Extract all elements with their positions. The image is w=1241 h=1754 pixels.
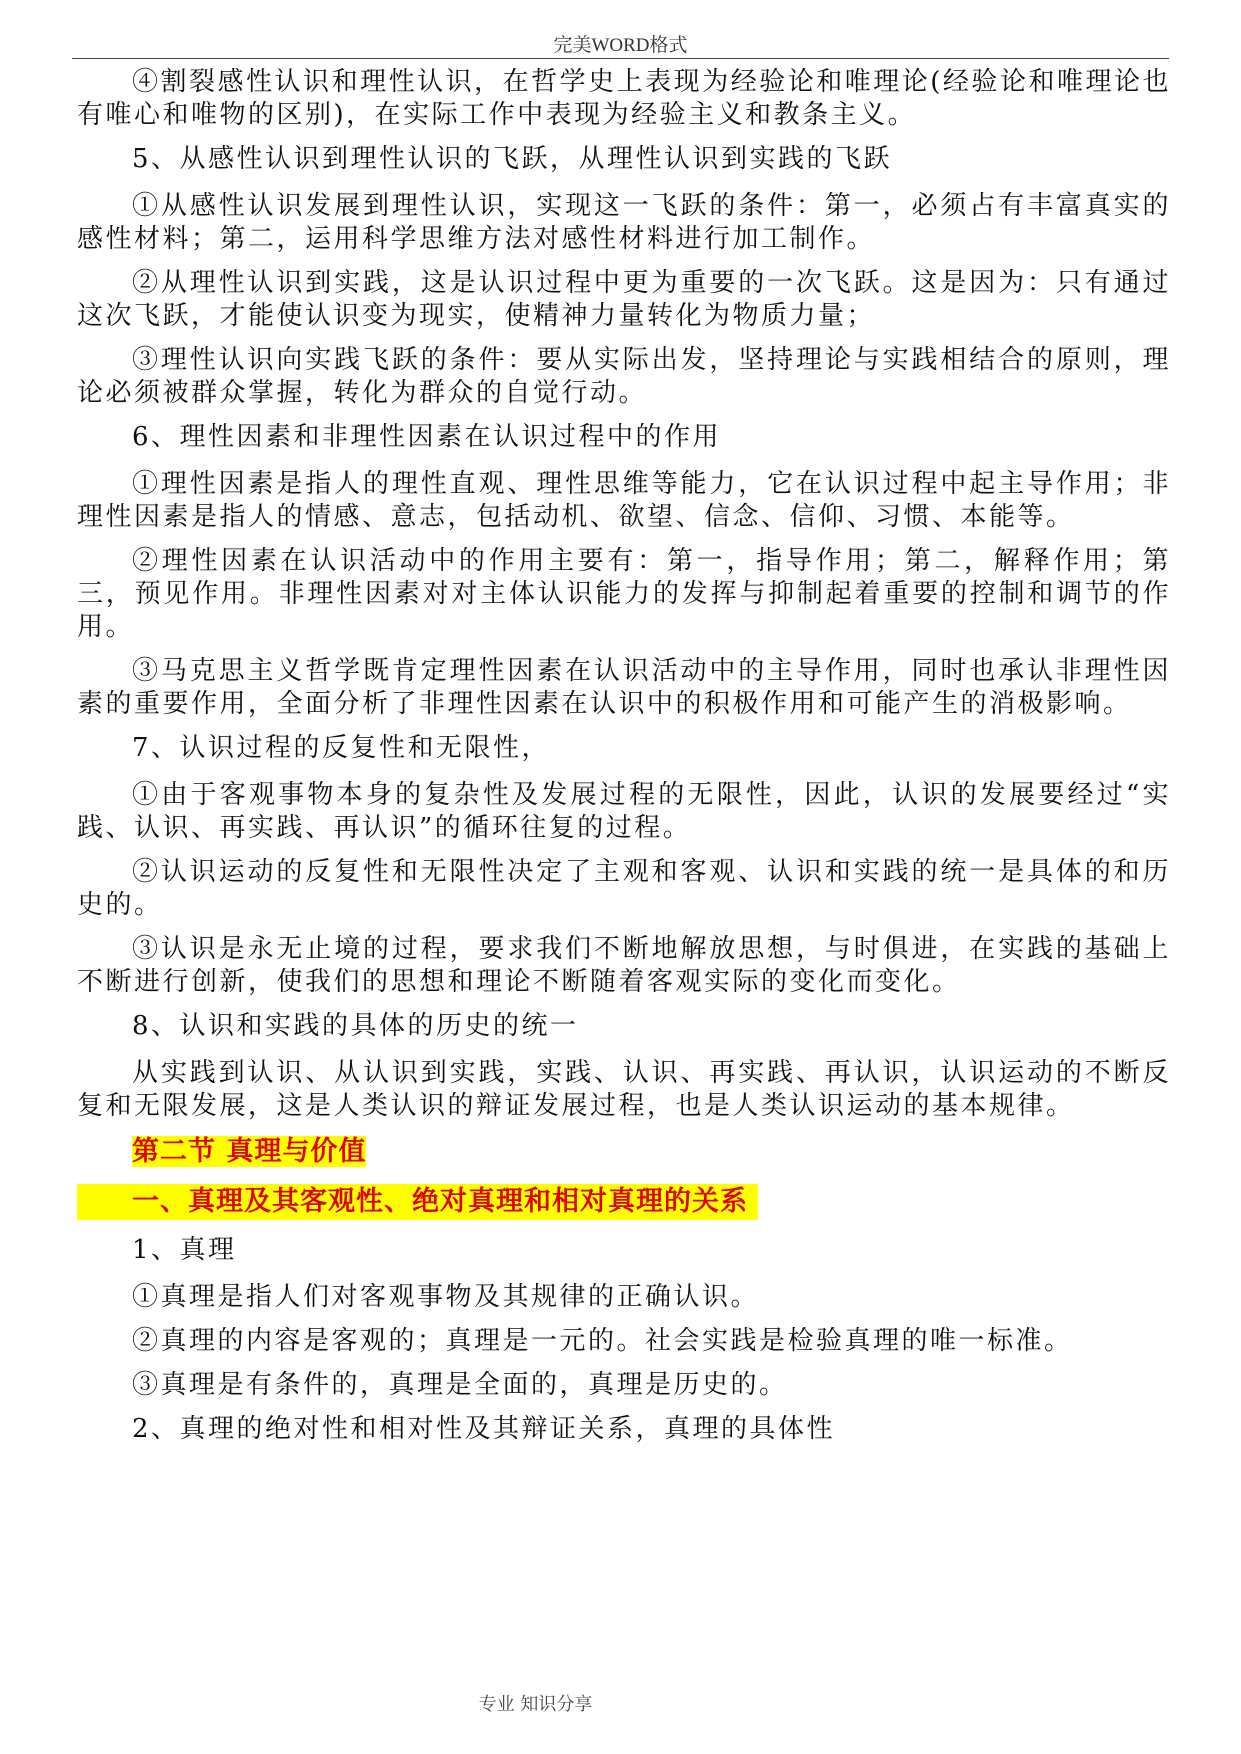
- paragraph: ③理性认识向实践飞跃的条件：要从实际出发，坚持理论与实践相结合的原则，理论必须被群众掌握，转化为群众的自觉行动。: [77, 345, 1171, 408]
- paragraph: 从实践到认识、从认识到实践，实践、认识、再实践、再认识，认识运动的不断反复和无限发展，这是人类认识的辩证发展过程，也是人类认识运动的基本规律。: [77, 1058, 1171, 1121]
- paragraph: ①由于客观事物本身的复杂性及发展过程的无限性，因此，认识的发展要经过“实践、认识、再实践、再认识”的循环往复的过程。: [77, 780, 1171, 843]
- paragraph: ①真理是指人们对客观事物及其规律的正确认识。: [132, 1282, 760, 1312]
- document-body: [77, 66, 1171, 1460]
- numbered-heading: 5、从感性认识到理性认识的飞跃，从理性认识到实践的飞跃: [132, 144, 893, 174]
- numbered-heading: 6、理性因素和非理性因素在认识过程中的作用: [132, 422, 722, 452]
- numbered-heading: 8、认识和实践的具体的历史的统一: [132, 1011, 579, 1041]
- numbered-heading: 2、真理的绝对性和相对性及其辩证关系，真理的具体性: [132, 1414, 836, 1444]
- subsection-title: 一、真理及其客观性、绝对真理和相对真理的关系: [77, 1184, 758, 1220]
- header-text: 完美WORD格式: [553, 35, 688, 56]
- paragraph: ②认识运动的反复性和无限性决定了主观和客观、认识和实践的统一是具体的和历史的。: [77, 857, 1171, 920]
- paragraph: ③认识是永无止境的过程，要求我们不断地解放思想，与时俱进，在实践的基础上不断进行创新，使我们的思想和理论不断随着客观实际的变化而变化。: [77, 934, 1171, 997]
- page-footer: [0, 1690, 1241, 1716]
- section-title-row: [77, 1134, 1171, 1170]
- section-title: 第二节 真理与价值: [132, 1136, 367, 1167]
- paragraph: ①从感性认识发展到理性认识，实现这一飞跃的条件：第一，必须占有丰富真实的感性材料；第二，运用科学思维方法对感性材料进行加工制作。: [77, 191, 1171, 254]
- page-header: [72, 30, 1169, 59]
- paragraph: ④割裂感性认识和理性认识，在哲学史上表现为经验论和唯理论(经验论和唯理论也有唯心和唯物的区别)，在实际工作中表现为经验主义和教条主义。: [77, 67, 1171, 130]
- footer-text: 专业 知识分享: [478, 1694, 593, 1715]
- paragraph: ①理性因素是指人的理性直观、理性思维等能力，它在认识过程中起主导作用；非理性因素是指人的情感、意志，包括动机、欲望、信念、信仰、习惯、本能等。: [77, 469, 1171, 532]
- numbered-heading: 1、真理: [132, 1235, 237, 1265]
- numbered-heading: 7、认识过程的反复性和无限性，: [132, 733, 551, 763]
- paragraph: ③马克思主义哲学既肯定理性因素在认识活动中的主导作用，同时也承认非理性因素的重要作用，全面分析了非理性因素在认识中的积极作用和可能产生的消极影响。: [77, 656, 1171, 719]
- paragraph: ②从理性认识到实践，这是认识过程中更为重要的一次飞跃。这是因为：只有通过这次飞跃，才能使认识变为现实，使精神力量转化为物质力量；: [77, 268, 1171, 331]
- paragraph: ②真理的内容是客观的；真理是一元的。社会实践是检验真理的唯一标准。: [132, 1326, 1073, 1356]
- paragraph: ③真理是有条件的，真理是全面的，真理是历史的。: [132, 1370, 788, 1400]
- subsection-title-row: [77, 1184, 1171, 1220]
- paragraph: ②理性因素在认识活动中的作用主要有：第一，指导作用；第二，解释作用；第三，预见作用。非理性因素对对主体认识能力的发挥与抑制起着重要的控制和调节的作用。: [77, 546, 1171, 642]
